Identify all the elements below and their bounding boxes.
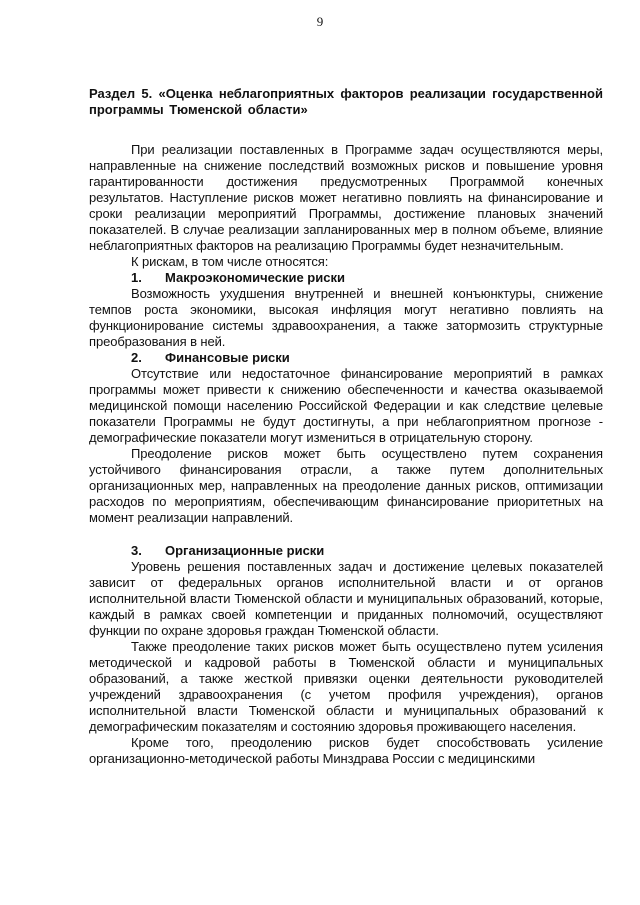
- section-title: Финансовые риски: [165, 350, 290, 365]
- section-paragraph: Преодоление рисков может быть осуществлено путем сохранения устойчивого финансирования отрасли, а также путем дополнительных организационных мер, направленных на преодоление данных рисков, оптимизации расходов по мероприятиям, обеспечивающим финансирование приоритетных на момент реализации направлений.: [89, 446, 603, 525]
- section-title: Макроэкономические риски: [165, 270, 345, 285]
- section-number: 3.: [131, 543, 142, 558]
- section-paragraph: Уровень решения поставленных задач и достижение целевых показателей зависит от федеральных органов исполнительной власти и от органов исполнительной власти Тюменской области и муниципальных образований, которые, каждый в рамках своей компетенции и приданных полномочий, осуществляют функции по охране здоровья граждан Тюменской области.: [89, 559, 603, 638]
- section-title-macroeconomic: [89, 270, 603, 286]
- intro-paragraph: При реализации поставленных в Программе задач осуществляются меры, направленные на снижение последствий возможных рисков и повышение уровня гарантированности достижения предусмотренных Программой конечных результатов. Наступление рисков может негативно повлиять на финансирование и сроки реализации мероприятий Программы, достижение плановых значений показателей. В случае реализации запланированных мер в полном объеме, влияние неблагоприятных факторов на реализацию Программы будет незначительным.: [89, 142, 603, 253]
- section-paragraph: Также преодоление таких рисков может быть осуществлено путем усиления методической и кадровой работы в Тюменской области и муниципальных образований, а также жесткой привязки оценки деятельности руководителей учреждений здравоохранения (с учетом профиля учреждения), органов исполнительной власти Тюменской области и муниципальных образований к демографическим показателям и состоянию здоровья проживающего населения.: [89, 639, 603, 734]
- page-number: 9: [316, 14, 324, 29]
- section-paragraph: Возможность ухудшения внутренней и внешней конъюнктуры, снижение темпов роста экономики, высокая инфляция могут негативно повлиять на функционирование системы здравоохранения, а также затормозить структурные преобразования в ней.: [89, 286, 603, 349]
- section-number: 1.: [131, 270, 142, 285]
- spacer: [89, 526, 603, 543]
- section-title-organizational: [89, 543, 603, 559]
- section-heading: Раздел 5. «Оценка неблагоприятных факторов реализации государственной программы Тюменской области»: [89, 86, 603, 117]
- section-title: Организационные риски: [165, 543, 325, 558]
- risks-intro: К рискам, в том числе относятся:: [131, 254, 329, 269]
- section-title-financial: [89, 350, 603, 366]
- document-body: [89, 86, 603, 767]
- section-number: 2.: [131, 350, 142, 365]
- section-paragraph: Отсутствие или недостаточное финансирование мероприятий в рамках программы может привести к снижению обеспеченности и качества оказываемой медицинской помощи населению Российской Федерации и как следствие целевые показатели Программы не будут достигнуты, а при неблагоприятном прогнозе - демографические показатели могут измениться в отрицательную сторону.: [89, 366, 603, 445]
- section-paragraph: Кроме того, преодолению рисков будет способствовать усиление организационно-методической работы Минздрава России с медицинскими: [89, 735, 603, 766]
